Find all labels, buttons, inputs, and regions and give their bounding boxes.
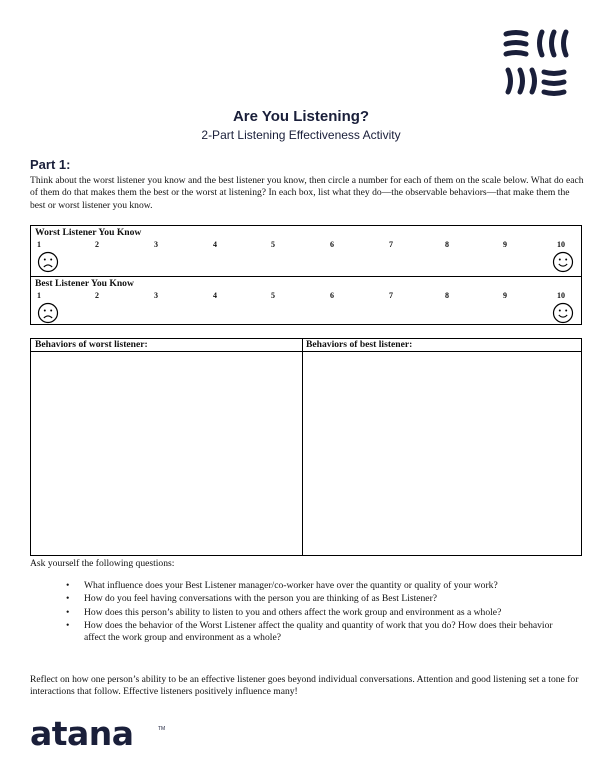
best-behaviors-box[interactable] — [302, 339, 581, 555]
happy-face-icon — [552, 302, 574, 324]
intro-paragraph: Think about the worst listener you know and the best listener you know, then circle a number for each of them on the scale below. What do each of them do that makes them the best or the worst at listening? In each box, list what they do—the observable behaviors—that make them the best or worst listener you know. — [30, 175, 584, 211]
best-behaviors-header: Behaviors of best listener: — [302, 339, 581, 352]
scale-number[interactable]: 1 — [37, 291, 41, 300]
sad-face-icon — [37, 302, 59, 324]
question-text: How does this person’s ability to listen to you and others affect the work group and environment as a whole? — [84, 606, 502, 618]
atana-mark-icon — [500, 28, 572, 98]
page-title: Are You Listening? — [232, 108, 370, 125]
worst-behaviors-box[interactable] — [31, 339, 303, 555]
behaviors-table — [30, 338, 582, 556]
question-text: What influence does your Best Listener manager/co-worker have over the quantity or quality of your work? — [84, 580, 498, 591]
scale-number[interactable]: 3 — [154, 240, 158, 249]
scale-number[interactable]: 6 — [330, 240, 334, 249]
scale-label: Best Listener You Know — [35, 278, 134, 289]
list-item — [66, 593, 566, 605]
scale-number[interactable]: 10 — [557, 240, 565, 249]
bullet-icon: • — [66, 593, 70, 605]
scale-number[interactable]: 4 — [213, 240, 217, 249]
question-text: How does the behavior of the Worst Listener affect the quality and quantity of work that you do? How does their behavior affect the work group and environment as a whole? — [84, 619, 553, 644]
scale-number[interactable]: 8 — [445, 291, 449, 300]
scale-number[interactable]: 7 — [389, 240, 393, 249]
scale-number[interactable]: 2 — [95, 291, 99, 300]
scale-number[interactable]: 9 — [503, 291, 507, 300]
scale-number[interactable]: 5 — [271, 240, 275, 249]
reflection-paragraph: Reflect on how one person’s ability to be an effective listener goes beyond individual conversations. Attention and good listening set a tone for interactions that follow. Effective listeners positively influence many! — [30, 674, 579, 698]
questions-list — [66, 580, 566, 645]
bullet-icon: • — [66, 580, 70, 591]
scale-number[interactable]: 5 — [271, 291, 275, 300]
scale-number[interactable]: 10 — [557, 291, 565, 300]
bullet-icon: • — [66, 606, 70, 618]
trademark-mark: TM — [158, 726, 166, 732]
scale-number[interactable]: 9 — [503, 240, 507, 249]
happy-face-icon — [552, 251, 574, 273]
part-heading: Part 1: — [30, 157, 71, 172]
scale-number[interactable]: 7 — [389, 291, 393, 300]
scale-number[interactable]: 2 — [95, 240, 99, 249]
list-item — [66, 620, 566, 645]
sad-face-icon — [37, 251, 59, 273]
bullet-icon: • — [66, 619, 70, 631]
brand-logo: atana — [30, 714, 134, 753]
scale-number[interactable]: 4 — [213, 291, 217, 300]
scale-label: Worst Listener You Know — [35, 227, 142, 238]
scale-number[interactable]: 1 — [37, 240, 41, 249]
scale-number[interactable]: 3 — [154, 291, 158, 300]
question-text: How do you feel having conversations with the person you are thinking of as Best Listener? — [84, 593, 438, 605]
best-listener-scale — [31, 276, 581, 327]
questions-intro: Ask yourself the following questions: — [30, 558, 175, 569]
listener-scale-table — [30, 225, 582, 325]
list-item — [66, 607, 566, 619]
list-item — [66, 580, 566, 592]
worst-listener-scale — [31, 226, 581, 276]
page-subtitle: 2-Part Listening Effectiveness Activity — [201, 128, 401, 142]
worst-behaviors-header: Behaviors of worst listener: — [31, 339, 302, 352]
scale-number[interactable]: 8 — [445, 240, 449, 249]
scale-number[interactable]: 6 — [330, 291, 334, 300]
